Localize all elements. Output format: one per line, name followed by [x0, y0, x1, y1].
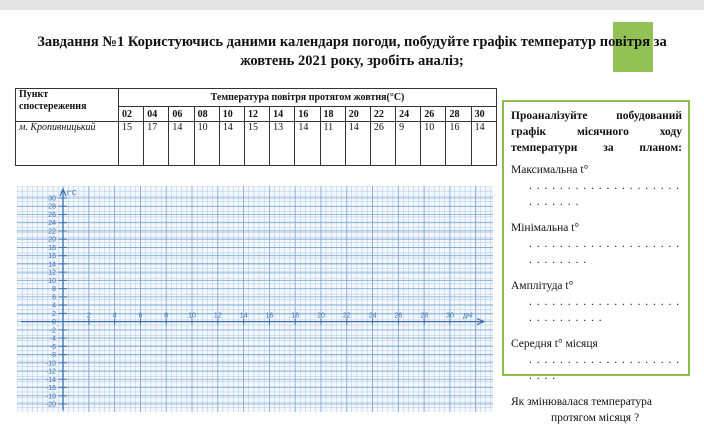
question-label: Мінімальна t°	[511, 222, 580, 234]
x-tick-label: 24	[368, 312, 377, 320]
y-tick-label: 0	[52, 319, 56, 327]
x-tick-label: 2	[86, 312, 91, 320]
y-tick-label: 16	[48, 253, 56, 261]
question-label: Середня t° місяця	[511, 338, 598, 350]
analysis-question	[511, 220, 682, 268]
top-bar	[0, 0, 704, 10]
day-cell: 28	[446, 107, 471, 122]
y-axis-label: t°C	[67, 190, 77, 197]
column-header: Температура повітря протягом жовтня(°С)	[119, 89, 497, 107]
final-line1: Як змінювалася температура	[511, 396, 653, 408]
x-tick-label: 14	[239, 312, 248, 320]
analysis-panel	[502, 100, 690, 424]
analysis-final-question	[511, 394, 682, 426]
y-tick-label: 20	[48, 236, 56, 244]
temp-cell: 14	[219, 122, 244, 166]
day-cell: 26	[421, 107, 446, 122]
y-tick-label: -20	[45, 401, 56, 409]
day-cell: 14	[270, 107, 295, 122]
x-tick-label: 12	[213, 312, 222, 320]
y-tick-label: 14	[48, 261, 56, 269]
answer-blank: . . . . . . . . . . . . . . . . . . . . . . . . . . .	[529, 180, 681, 208]
y-tick-label: 30	[48, 195, 56, 203]
y-tick-label: 2	[52, 310, 56, 318]
day-cell: 30	[471, 107, 496, 122]
day-cell: 24	[396, 107, 421, 122]
day-cell: 16	[295, 107, 320, 122]
y-tick-label: 8	[52, 286, 56, 294]
values-row	[16, 122, 497, 166]
temp-cell: 17	[144, 122, 169, 166]
temp-cell: 10	[194, 122, 219, 166]
temp-cell: 13	[270, 122, 295, 166]
y-tick-label: 24	[48, 220, 56, 228]
x-tick-label: 30	[446, 312, 454, 320]
x-tick-label: 6	[138, 312, 143, 320]
day-cell: 12	[244, 107, 269, 122]
x-tick-label: 26	[394, 312, 403, 320]
y-tick-label: 10	[48, 277, 56, 285]
y-tick-label: -6	[49, 343, 56, 351]
temp-cell: 9	[396, 122, 421, 166]
temp-cell: 10	[421, 122, 446, 166]
day-cell: 08	[194, 107, 219, 122]
y-tick-label: 22	[48, 228, 56, 236]
x-tick-label: 8	[164, 312, 169, 320]
day-cell: 06	[169, 107, 194, 122]
question-label: Амплітуда t°	[511, 280, 574, 292]
row-header: Пункт спостереження	[16, 89, 119, 122]
y-tick-label: -8	[49, 352, 56, 360]
x-tick-label: 4	[112, 312, 117, 320]
task-title-line2: жовтень 2021 року, зробіть аналіз;	[240, 53, 464, 69]
x-tick-label: 22	[342, 312, 351, 320]
day-cell: 20	[345, 107, 370, 122]
y-tick-label: -16	[45, 385, 56, 393]
y-tick-label: -14	[45, 376, 56, 384]
y-tick-label: 4	[52, 302, 56, 310]
answer-blank: . . . . . . . . . . . . . . . . . . . . . . . . . . . . . .	[529, 296, 681, 324]
temp-cell: 15	[244, 122, 269, 166]
y-tick-label: 12	[48, 269, 56, 277]
day-cell: 18	[320, 107, 345, 122]
answer-blank: . . . . . . . . . . . . . . . . . . . . . . . .	[529, 354, 681, 382]
x-axis-label: дні	[463, 312, 473, 320]
day-cell: 10	[219, 107, 244, 122]
x-tick-label: 16	[265, 312, 274, 320]
analysis-intro: Проаналізуйте побудований графік місячного ходу температури за планом:	[511, 110, 682, 154]
y-tick-label: -10	[45, 360, 56, 368]
x-tick-label: 20	[317, 312, 325, 320]
temp-cell: 16	[446, 122, 471, 166]
temp-cell: 14	[471, 122, 496, 166]
question-label: Максимальна t°	[511, 164, 589, 176]
y-tick-label: -4	[49, 335, 56, 343]
day-cell: 22	[370, 107, 395, 122]
analysis-questions	[511, 162, 682, 384]
analysis-question	[511, 278, 682, 326]
y-tick-label: -18	[45, 393, 56, 401]
task-title	[18, 33, 686, 71]
y-tick-label: 18	[48, 244, 56, 252]
x-tick-label: 10	[188, 312, 196, 320]
y-tick-label: 26	[48, 211, 56, 219]
city-cell: м. Кропивницький	[16, 122, 119, 166]
temp-cell: 11	[320, 122, 345, 166]
temp-cell: 15	[119, 122, 144, 166]
day-cell: 02	[119, 107, 144, 122]
day-cell: 04	[144, 107, 169, 122]
temp-cell: 14	[295, 122, 320, 166]
y-tick-label: -12	[45, 368, 56, 376]
task-title-line1: Завдання №1 Користуючись даними календаря погоди, побудуйте графік температур повітря за	[37, 34, 667, 50]
x-tick-label: 18	[291, 312, 300, 320]
y-tick-label: 6	[52, 294, 56, 302]
y-tick-label: 28	[48, 203, 56, 211]
temperature-table	[15, 88, 497, 166]
temperature-graph-grid	[17, 186, 493, 412]
final-line2: протягом місяця ?	[551, 412, 640, 424]
temp-cell: 14	[345, 122, 370, 166]
temp-cell: 14	[169, 122, 194, 166]
analysis-question	[511, 162, 682, 210]
analysis-question	[511, 336, 682, 384]
x-tick-label: 28	[420, 312, 429, 320]
temp-cell: 26	[370, 122, 395, 166]
answer-blank: . . . . . . . . . . . . . . . . . . . . . . . . . . . .	[529, 238, 681, 266]
y-tick-label: -2	[49, 327, 56, 335]
